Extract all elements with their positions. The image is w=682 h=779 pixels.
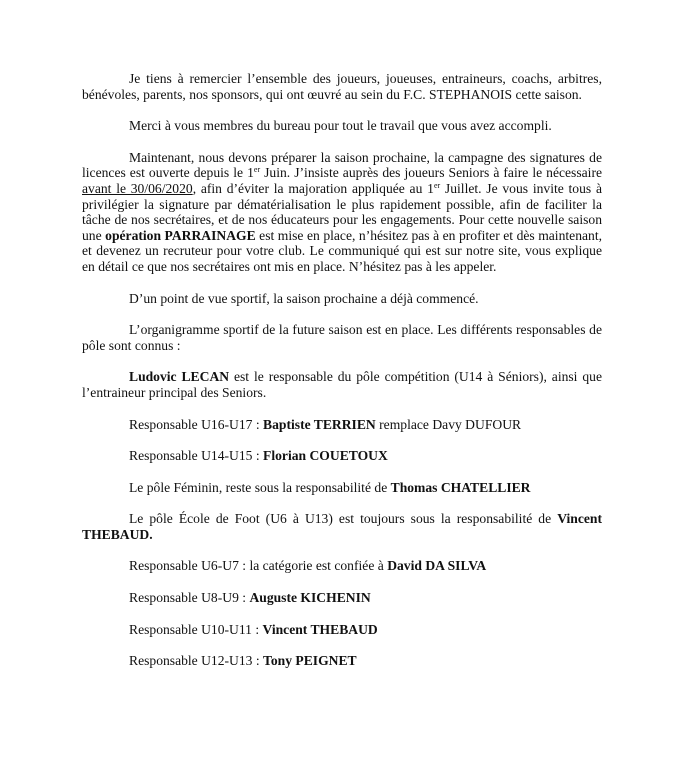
sport-season-paragraph: D’un point de vue sportif, la saison prochaine a déjà commencé. xyxy=(129,290,479,306)
football-school-lead: Le pôle École de Foot (U6 à U13) est toujours sous la responsabilité de Vincent THEBAUD. xyxy=(82,511,602,542)
licence-campaign-paragraph: Maintenant, nous devons préparer la saison prochaine, la campagne des signatures de licences est ouverte depuis le 1er Juin. J’insiste auprès des joueurs Seniors à faire le nécessaire avant le 30/06/2020, afin d’éviter la majoration appliquée au 1er Juillet. Je vous invite tous à privilégier la signature par dématérialisation le plus rapidement possible, afin de faciliter la tâche de nos secrétaires, et de nos éducateurs pour les engagements. Pour cette nouvelle saison une opération PARRAINAGE est mise en place, n’hésitez pas à en profiter et dès maintenant, et devenez un recruteur pour votre club. Le communiqué qui est sur notre site, vous explique en détail ce que nos secrétaires ont mis en place. N’hésitez pas à les appeler. xyxy=(82,149,603,274)
u10-u11-lead: Responsable U10-U11 : Vincent THEBAUD xyxy=(129,621,378,637)
parrainage-operation: opération PARRAINAGE xyxy=(105,227,256,243)
u16-u17-lead: Responsable U16-U17 : Baptiste TERRIEN remplace Davy DUFOUR xyxy=(129,416,522,432)
bureau-thanks-paragraph: Merci à vous membres du bureau pour tout le travail que vous avez accompli. xyxy=(129,118,552,134)
competition-lead-paragraph: Ludovic LECAN est le responsable du pôle compétition (U14 à Séniors), ainsi que l’entraineur principal des Seniors. xyxy=(82,369,602,400)
organigram-paragraph: L’organigramme sportif de la future saison est en place. Les différents responsables de pôle sont connus : xyxy=(82,322,602,353)
u6-u7-lead: Responsable U6-U7 : la catégorie est confiée à David DA SILVA xyxy=(129,558,487,574)
deadline-date: avant le 30/06/2020 xyxy=(82,180,193,196)
feminine-lead: Le pôle Féminin, reste sous la responsabilité de Thomas CHATELLIER xyxy=(129,479,531,495)
thanks-paragraph: Je tiens à remercier l’ensemble des joueurs, joueuses, entraineurs, coachs, arbitres, bénévoles, parents, nos sponsors, qui ont œuvré au sein du F.C. STEPHANOIS cette saison. xyxy=(82,71,602,102)
u14-u15-lead: Responsable U14-U15 : Florian COUETOUX xyxy=(129,448,388,464)
letter-body xyxy=(82,71,602,685)
u12-u13-lead: Responsable U12-U13 : Tony PEIGNET xyxy=(129,653,357,669)
u8-u9-lead: Responsable U8-U9 : Auguste KICHENIN xyxy=(129,590,371,606)
